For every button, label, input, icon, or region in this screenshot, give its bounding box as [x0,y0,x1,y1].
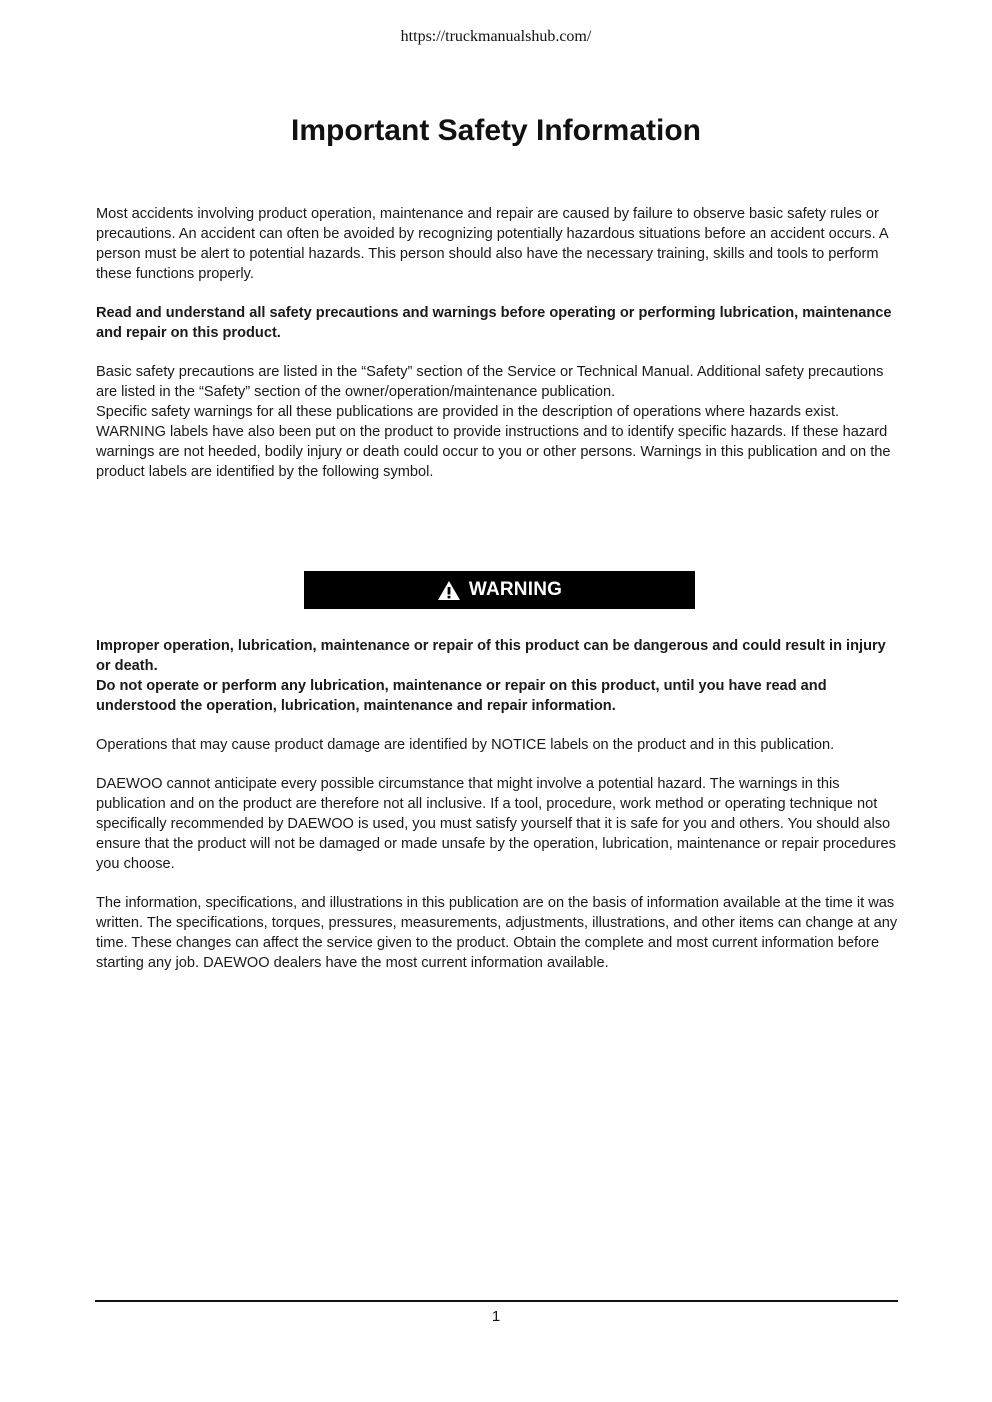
basic-precautions-paragraph: Basic safety precautions are listed in the “Safety” section of the Service or Technical Manual. Additional safety precautions are listed in the “Safety” section of the owner/operation/maintenance publication. [96,364,884,400]
document-body [96,204,904,992]
spacer [96,501,904,571]
intro-paragraph: Most accidents involving product operation, maintenance and repair are caused by failure to observe basic safety rules or precautions. An accident can often be avoided by recognizing potentially hazardous situations before an accident occurs. A person must be alert to potential hazards. This person should also have the necessary training, skills and tools to perform these functions properly. [96,206,888,282]
spacer [96,609,904,636]
warning-text-2: Do not operate or perform any lubrication, maintenance or repair on this product, until you have read and understood the operation, lubrication, maintenance and repair information. [96,678,827,714]
warning-banner [304,571,695,609]
information-paragraph: The information, specifications, and illustrations in this publication are on the basis of information available at the time it was written. The specifications, torques, pressures, measurements, adjustments, illustrations, and other items can change at any time. These changes can affect the service given to the product. Obtain the complete and most current information before starting any job. DAEWOO dealers have the most current information available. [96,895,898,971]
source-url[interactable]: https://truckmanualshub.com/ [400,28,592,45]
anticipate-paragraph: DAEWOO cannot anticipate every possible circumstance that might involve a potential hazard. The warnings in this publication and on the product are therefore not all inclusive. If a tool, procedure, work method or operating technique not specifically recommended by DAEWOO is used, you must satisfy yourself that it is safe for you and others. You should also ensure that the product will not be damaged or made unsafe by the operation, lubrication, maintenance or repair procedures you choose. [96,776,896,872]
read-understand-paragraph: Read and understand all safety precautions and warnings before operating or performing lubrication, maintenance and repair on this product. [96,305,892,341]
warning-text-1: Improper operation, lubrication, maintenance or repair of this product can be dangerous and could result in injury or death. [96,638,886,674]
warning-label: WARNING [468,579,563,600]
footer-divider [95,1300,898,1302]
page-title: Important Safety Information [290,114,702,147]
page-number: 1 [491,1308,501,1325]
specific-warnings-paragraph: Specific safety warnings for all these publications are provided in the description of operations where hazards exist. WARNING labels have also been put on the product to provide instructions and to identify specific hazards. If these hazard warnings are not heeded, bodily injury or death could occur to you or other persons. Warnings in this publication and on the product labels are identified by the following symbol. [96,404,891,480]
warning-triangle-icon [437,580,461,601]
notice-paragraph: Operations that may cause product damage are identified by NOTICE labels on the product and in this publication. [96,737,835,753]
